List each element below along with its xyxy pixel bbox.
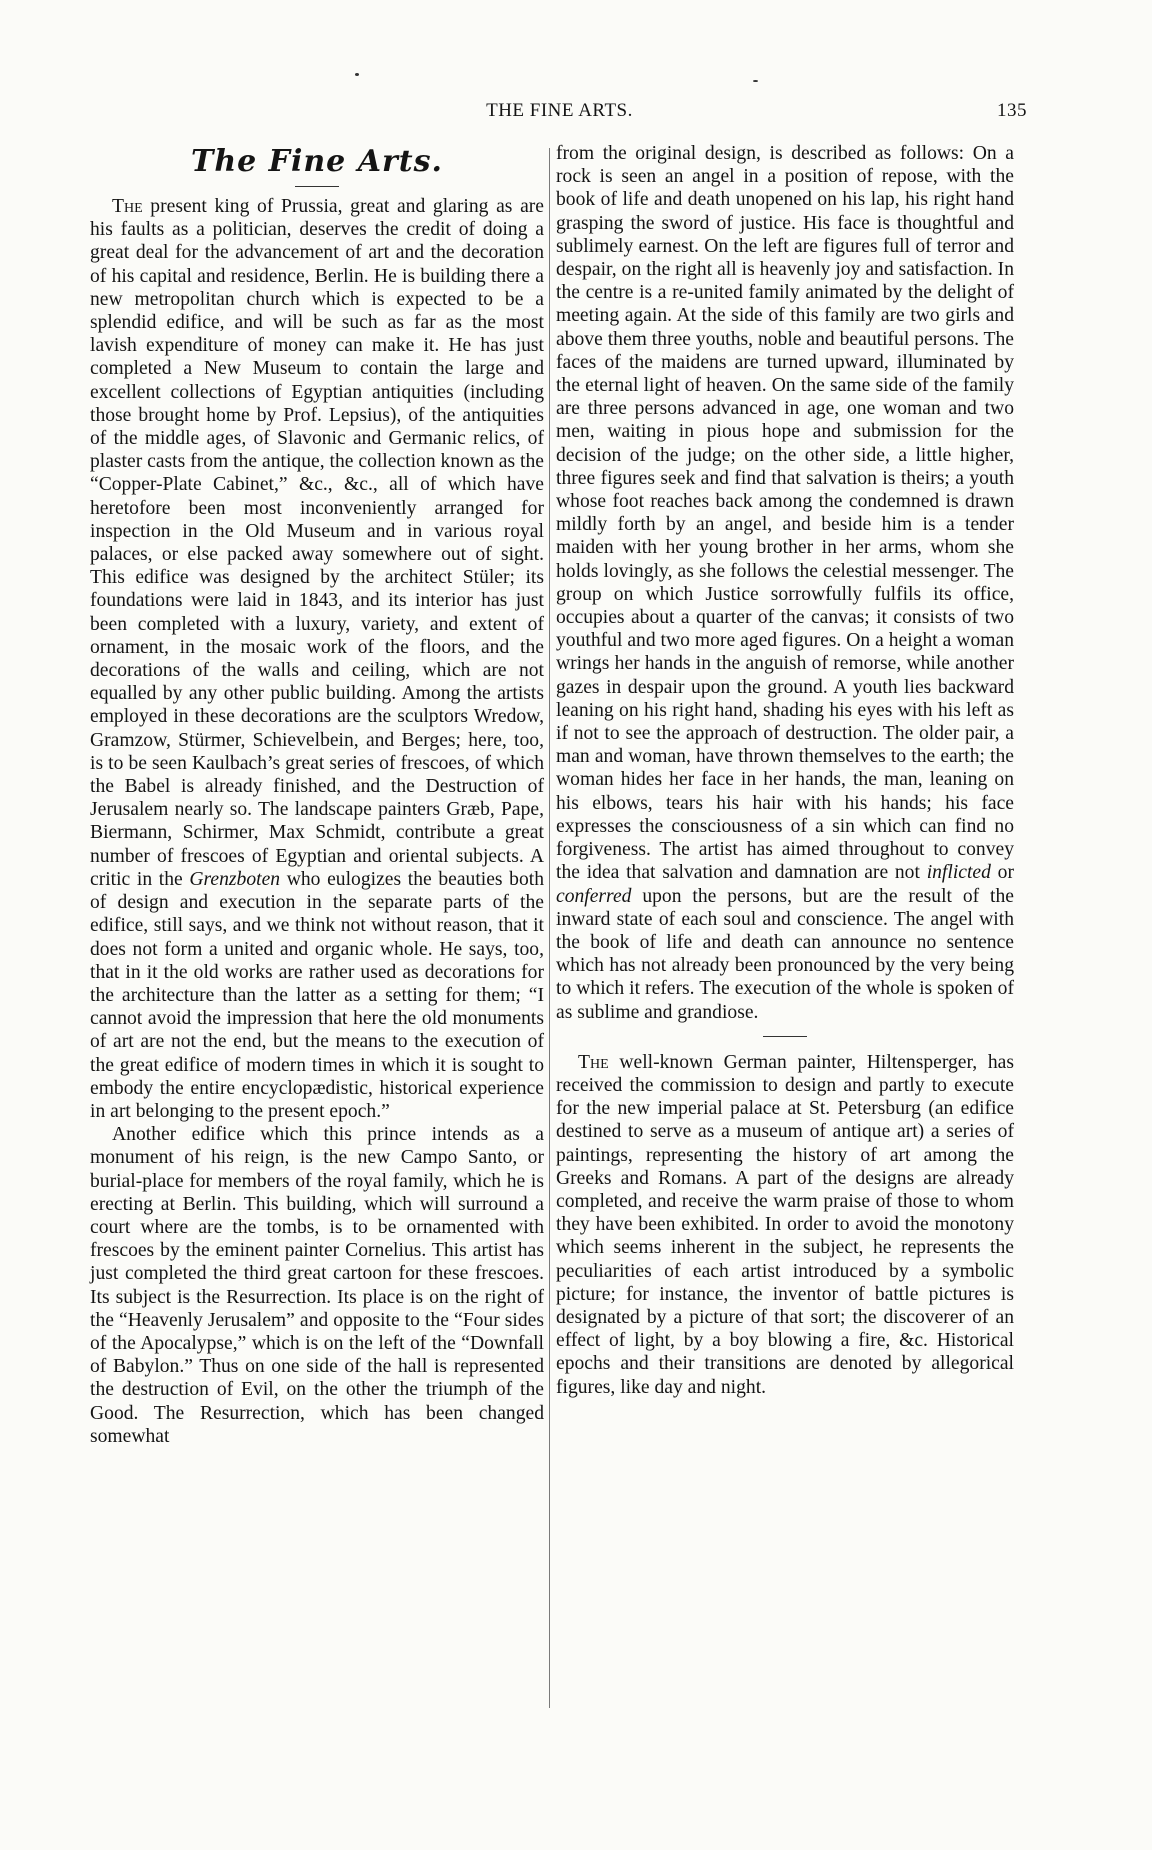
paragraph-campo-santo: Another edifice which this prince intends as a monument of his reign, is the new Campo Santo, or burial-place for members of the royal family, which he is erecting at Berlin. This building, which will surround a court where are the tombs, is to be ornamented with frescoes by the eminent painter Cornelius. This artist has just completed the third great cartoon for these frescoes. Its subject is the Resurrection. Its place is on the right of the “Heavenly Jerusalem” and opposite to the “Four sides of the Apocalypse,” which is on the left of the “Downfall of Babylon.” Thus on one side of the hall is represented the destruction of Evil, on the other the triumph of the Good. The Resurrection, which has been changed somewhat: [90, 1124, 544, 1447]
title-rule: [295, 186, 339, 187]
section-separator: [763, 1036, 807, 1037]
paragraph-text: well-known German painter, Hiltensperger, has received the commission to design and partly to execute for the new imperial palace at St. Petersburg (an edifice destined to serve as a museum of antique art) a series of paintings, representing the history of art among the Greeks and Romans. A part of the designs are already completed, and receive the warm praise of those to whom they have been exhibited. In order to avoid the monotony which seems inherent in the subject, he represents the peculiarities of each artist introduced by a symbolic picture; for instance, the inventor of battle pictures is designated by a picture of that sort; the discoverer of an effect of light, by a boy blowing a fire, &c. Historical epochs and their transitions are denoted by allegorical figures, like day and night.: [556, 1051, 1014, 1398]
lead-word: The: [112, 196, 143, 217]
column-divider: [549, 148, 550, 1708]
paragraph-text: from the original design, is described as follows: On a rock is seen an angel in a position of repose, with the book of life and death unopened on his lap, his right hand grasping the sword of justice. His face is thoughtful and sublimely earnest. On the left are figures full of terror and despair, on the right all is heavenly joy and satisfaction. In the centre is a re-united family animated by the delight of meeting again. At the side of this family are two girls and above them three youths, noble and beautiful persons. The faces of the maidens are turned upward, illuminated by the eternal light of heaven. On the same side of the family are three persons advanced in age, one woman and two men, waiting in pious hope and submission for the decision of the judge; on the other side, a little higher, three figures seek and find that salvation is theirs; a youth whose foot reaches back among the condemned is drawn mildly forth by an angel, and beside him is a tender maiden with her young brother in her arms, whom she holds lovingly, as she follows the celestial messenger. The group on which Justice sorrowfully fulfils its office, occupies about a quarter of the canvas; it consists of two youthful and two more aged figures. On a height a woman wrings her hands in the anguish of remorse, while another gazes in despair upon the ground. A youth lies backward leaning on his right hand, shading his eyes with his left as if not to see the approach of destruction. The older pair, a man and woman, have thrown themselves to the earth; the woman hides her face in her hands, the man, leaning on his elbows, tears his hair with his hands; his face expresses the consciousness of a sin which can find no forgiveness. The artist has aimed throughout to convey the idea that salvation and damnation are not: [556, 143, 1014, 884]
paragraph-prussia: [90, 195, 544, 1123]
paragraph-resurrection: [556, 142, 1014, 1024]
section-title: The Fine Arts.: [191, 144, 443, 179]
italic-term: inflicted: [926, 862, 991, 884]
ink-speck: [753, 80, 758, 82]
paragraph-text: upon the persons, but are the result of the inward state of each soul and conscience. The angel with the book of life and death can announce no sentence which has not already been pronounced by the very being to which it refers. The execution of the whole is spoken of as sublime and grandiose.: [556, 885, 1014, 1023]
paragraph-text: or: [990, 862, 1014, 884]
italic-term: Grenzboten: [189, 868, 281, 890]
paragraph-hiltensperger: [556, 1051, 1014, 1399]
right-column: [556, 142, 1014, 1399]
left-column: [90, 142, 544, 1448]
running-head: [92, 100, 1027, 124]
ink-speck: [355, 73, 359, 76]
paragraph-text: present king of Prussia, great and glaring as are his faults as a politician, deserves the credit of doing a great deal for the advancement of art and the decoration of his capital and residence, Berlin. He is building there a new metropolitan church which is expected to be a splendid edifice, and will be such as far as the most lavish expenditure of money can make it. He has just completed a New Museum to contain the large and excellent collections of Egyptian antiquities (including those brought home by Prof. Lepsius), of the antiquities of the middle ages, of Slavonic and Germanic relics, of plaster casts from the antique, the collection known as the “Copper-Plate Cabinet,” &c., &c., all of which have heretofore been most inconveniently arranged for inspection in the Old Museum and in various royal palaces, or else packed away somewhere out of sight. This edifice was designed by the architect Stüler; its foundations were laid in 1843, and its interior has just been completed with a luxury, variety, and extent of ornament, in the mosaic work of the floors, and the decorations of the walls and ceiling, which are not equalled by any other public building. Among the artists employed in these decorations are the sculptors Wredow, Gramzow, Stürmer, Schievelbein, and Berges; here, too, is to be seen Kaulbach’s great series of frescoes, of which the Babel is already finished, and the Destruction of Jerusalem nearly so. The landscape painters Græb, Pape, Biermann, Schirmer, Max Schmidt, contribute a great number of frescoes of Egyptian and oriental subjects. A critic in the: [90, 196, 544, 890]
lead-word: The: [578, 1051, 609, 1073]
italic-term: conferred: [556, 885, 632, 907]
page-number: 135: [997, 100, 1027, 121]
running-title: THE FINE ARTS.: [486, 100, 633, 121]
paragraph-text: who eulogizes the beauties both of design and execution in the separate parts of the edifice, still says, and we think not without reason, that it does not form a united and organic whole. He says, too, that in it the old works are rather used as decorations for the architecture than the latter as a setting for them; “I cannot avoid the impression that here the old monuments of art are not the end, but the means to the execution of the great edifice of modern times in which it is sought to embody the entire encyclopædistic, historical experience in art belonging to the present epoch.”: [90, 868, 545, 1122]
